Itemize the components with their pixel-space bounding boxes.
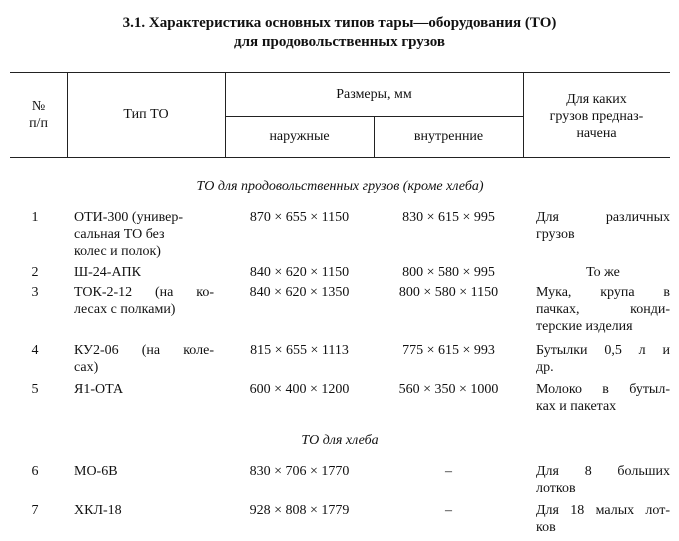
row-outer: 830 × 706 × 1770	[249, 464, 350, 479]
row-purpose-line: пачках, конди-	[536, 302, 670, 317]
row-inner: –	[445, 503, 452, 518]
row-purpose-line: др.	[536, 360, 554, 375]
header-purpose-2: грузов предназ-	[549, 109, 644, 124]
row-inner: 800 × 580 × 995	[402, 265, 495, 280]
row-type-line: сах)	[74, 360, 99, 375]
row-type-line: колес и полок)	[74, 244, 161, 259]
row-type	[74, 342, 214, 376]
table-title: 3.1. Характеристика основных типов тары—оборудования (ТО)	[122, 15, 557, 31]
row-type	[74, 502, 214, 519]
row-type	[74, 381, 214, 398]
row-purpose-line: грузов	[536, 227, 575, 242]
row-purpose	[536, 381, 670, 415]
table-title-line2: для продовольственных грузов	[234, 34, 445, 50]
row-outer: 928 × 808 × 1779	[249, 503, 350, 518]
row-type-line: ОТИ-300 (универ-	[74, 210, 183, 225]
row-num: 2	[31, 265, 39, 280]
header-num-2: п/п	[29, 116, 48, 131]
header-type: Тип ТО	[123, 107, 169, 122]
row-purpose	[536, 502, 670, 536]
row-purpose-line: ков	[536, 520, 556, 535]
header-top-rule	[10, 72, 670, 73]
header-num: №	[31, 99, 46, 114]
row-type-line: МО-6В	[74, 464, 118, 479]
row-type	[74, 463, 214, 480]
row-outer: 840 × 620 × 1150	[249, 265, 350, 280]
row-num: 1	[31, 210, 39, 225]
row-purpose-line: Для 8 больших	[536, 464, 670, 479]
header-sizes: Размеры, мм	[336, 87, 412, 102]
row-type-line: лесах с полками)	[74, 302, 176, 317]
header-purpose-1: Для каких	[566, 92, 627, 107]
row-purpose	[536, 463, 670, 497]
section-title: ТО для продовольственных грузов (кроме хлеба)	[196, 179, 484, 194]
row-num: 4	[31, 343, 39, 358]
section-title: ТО для хлеба	[301, 433, 379, 448]
row-purpose-line: лотков	[536, 481, 576, 496]
row-inner: 800 × 580 × 1150	[398, 285, 499, 300]
row-num: 7	[31, 503, 39, 518]
row-inner: 775 × 615 × 993	[402, 343, 495, 358]
row-type	[74, 284, 214, 318]
row-inner: –	[445, 464, 452, 479]
row-outer: 815 × 655 × 1113	[250, 343, 349, 358]
header-inner: внутренние	[413, 129, 484, 144]
row-num: 5	[31, 382, 39, 397]
row-num: 3	[31, 285, 39, 300]
row-purpose	[536, 209, 670, 243]
row-type-line: ХКЛ-18	[74, 503, 122, 518]
header-outer: наружные	[269, 129, 330, 144]
row-outer: 870 × 655 × 1150	[249, 210, 350, 225]
row-type	[74, 264, 214, 281]
row-purpose	[536, 342, 670, 376]
row-purpose-line: ках и пакетах	[536, 399, 617, 414]
row-purpose-line: Для 18 малых лот-	[536, 503, 670, 518]
row-num: 6	[31, 464, 39, 479]
row-purpose	[536, 284, 670, 335]
row-inner: 830 × 615 × 995	[402, 210, 495, 225]
row-purpose-line: Мука, крупа в	[536, 285, 670, 300]
row-purpose-line: терские изделия	[536, 319, 633, 334]
header-bottom-rule	[10, 157, 670, 158]
row-type-line: ТОК-2-12 (на ко-	[74, 285, 214, 300]
row-purpose-line: То же	[586, 265, 620, 280]
row-purpose	[536, 264, 670, 281]
row-type-line: Ш-24-АПК	[74, 265, 142, 280]
row-type-line: КУ2-06 (на коле-	[74, 343, 214, 358]
row-outer: 840 × 620 × 1350	[249, 285, 350, 300]
row-type-line: Я1-ОТА	[74, 382, 124, 397]
row-purpose-line: Для различных	[536, 210, 670, 225]
row-type-line: сальная ТО без	[74, 227, 165, 242]
row-purpose-line: Бутылки 0,5 л и	[536, 343, 670, 358]
header-purpose-3: начена	[576, 126, 617, 141]
row-type	[74, 209, 214, 260]
row-purpose-line: Молоко в бутыл-	[536, 382, 670, 397]
row-inner: 560 × 350 × 1000	[398, 382, 499, 397]
row-outer: 600 × 400 × 1200	[249, 382, 350, 397]
